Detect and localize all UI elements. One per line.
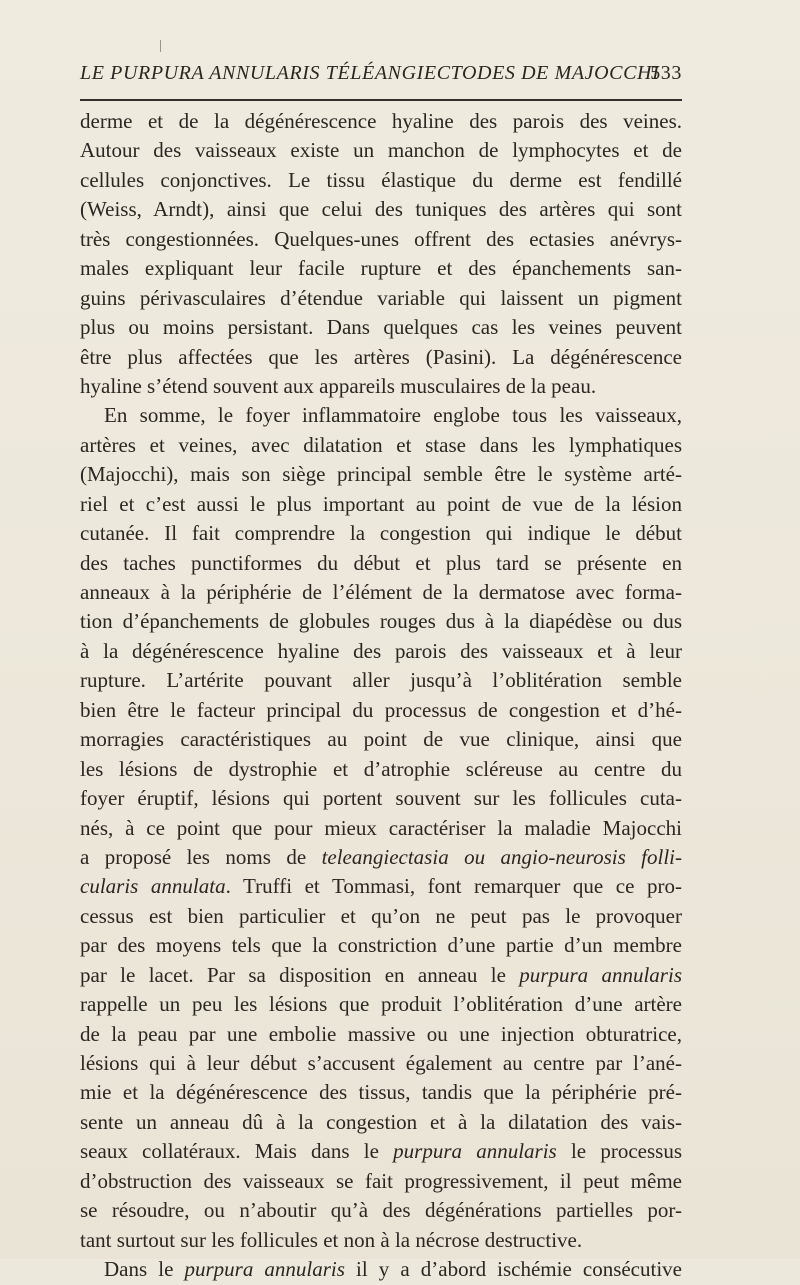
text-segment: cellules conjonctives. Le tissu élastique du derme est fendillé [80,167,682,192]
text-line [80,372,682,401]
italic-text-segment: purpura annularis [519,962,682,987]
italic-text-segment: cularis annulata [80,874,226,899]
text-line [80,1226,682,1255]
text-line [80,637,682,666]
running-title: LE PURPURA ANNULARIS TÉLÉANGIECTODES DE MAJOCCHI [80,62,660,84]
text-line [80,1020,682,1049]
text-segment: Dans le [104,1257,185,1282]
text-line [80,1137,682,1166]
text-segment: bien être le facteur principal du processus de congestion et d’hé- [80,697,682,722]
text-line [80,166,682,195]
text-segment: riel et c’est aussi le plus important au point de vue de la lésion [80,491,682,516]
page-number: 533 [650,62,682,84]
text-segment: il y a d’abord ischémie consécutive [344,1257,682,1282]
text-line [80,431,682,460]
text-line [80,872,682,901]
text-line [80,519,682,548]
text-segment: très congestionnées. Quelques-unes offrent des ectasies anévrys- [80,226,682,251]
text-line [80,107,682,136]
text-line [80,755,682,784]
text-segment: foyer éruptif, lésions qui portent souvent sur les follicules cuta- [80,786,682,811]
text-segment: cessus est bien particulier et qu’on ne peut pas le provoquer [80,903,682,928]
text-line [80,814,682,843]
text-segment: les lésions de dystrophie et d’atrophie scléreuse au centre du [80,756,682,781]
italic-text-segment: purpura annularis [393,1139,557,1164]
text-segment: nés, à ce point que pour mieux caractériser la maladie Majocchi [80,815,682,840]
text-segment: à la dégénérescence hyaline des parois des vaisseaux et à leur [80,638,682,663]
text-line [80,1167,682,1196]
text-line [80,1108,682,1137]
text-line [80,401,682,430]
text-segment: rupture. L’artérite pouvant aller jusqu’à l’oblitération semble [80,668,682,693]
text-segment: hyaline s’étend souvent aux appareils musculaires de la peau. [80,373,597,398]
text-segment: être plus affectées que les artères (Pasini). La dégénérescence [80,344,682,369]
text-segment: . Truffi et Tommasi, font remarquer que ce pro- [225,874,682,899]
text-segment: le processus [556,1139,682,1164]
text-line [80,460,682,489]
text-line [80,549,682,578]
text-segment: par le lacet. Par sa disposition en anneau le [80,962,520,987]
text-line [80,607,682,636]
text-line [80,725,682,754]
text-segment: anneaux à la périphérie de l’élément de la dermatose avec forma- [80,580,682,604]
text-line [80,343,682,372]
text-line [80,136,682,165]
text-segment: d’obstruction des vaisseaux se fait progressivement, il peut même [80,1168,682,1193]
text-line [80,902,682,931]
text-line [80,1196,682,1225]
text-line [80,990,682,1019]
header-rule [80,99,682,101]
italic-text-segment: teleangiectasia ou angio-neurosis folli- [321,844,682,869]
text-segment: (Weiss, Arndt), ainsi que celui des tuniques des artères qui sont [80,197,682,222]
text-segment: sente un anneau dû à la congestion et à la dilatation des vais- [80,1109,682,1134]
text-line [80,254,682,283]
text-segment: cutanée. Il fait comprendre la congestion qui indique le début [80,521,682,546]
text-segment: derme et de la dégénérescence hyaline des parois des veines. [80,109,682,133]
text-line [80,931,682,960]
text-segment: tant surtout sur les follicules et non à la nécrose destructive. [80,1227,583,1252]
text-line [80,490,682,519]
text-line [80,696,682,725]
text-line [80,961,682,990]
text-line [80,843,682,872]
text-line [80,1049,682,1078]
text-segment: rappelle un peu les lésions que produit l’oblitération d’une artère [80,992,682,1017]
text-line [80,225,682,254]
text-line [80,1255,682,1284]
text-line [80,784,682,813]
body-text [80,107,682,1285]
text-segment: lésions qui à leur début s’accusent également au centre par l’ané- [80,1051,682,1075]
margin-mark [160,40,161,52]
text-segment: males expliquant leur facile rupture et des épanchements san- [80,256,682,281]
italic-text-segment: purpura annularis [184,1257,345,1282]
text-segment: mie et la dégénérescence des tissus, tandis que la périphérie pré- [80,1080,682,1105]
text-segment: artères et veines, avec dilatation et stase dans les lymphatiques [80,432,682,457]
text-segment: de la peau par une embolie massive ou une injection obturatrice, [80,1021,682,1046]
text-line [80,1078,682,1107]
text-segment: seaux collatéraux. Mais dans le [80,1139,394,1164]
text-segment: Autour des vaisseaux existe un manchon de lymphocytes et de [80,138,682,163]
text-line [80,195,682,224]
text-line [80,578,682,607]
text-segment: plus ou moins persistant. Dans quelques cas les veines peuvent [80,315,682,340]
running-header [80,62,682,90]
text-line [80,284,682,313]
text-segment: (Majocchi), mais son siège principal semble être le système arté- [80,462,682,487]
text-segment: tion d’épanchements de globules rouges dus à la diapédèse ou dus [80,609,682,634]
text-segment: En somme, le foyer inflammatoire englobe tous les vaisseaux, [104,403,682,428]
text-segment: par des moyens tels que la constriction d’une partie d’un membre [80,933,682,958]
text-segment: se résoudre, ou n’aboutir qu’à des dégénérations partielles por- [80,1198,682,1223]
text-segment: des taches punctiformes du début et plus tard se présente en [80,550,682,575]
text-line [80,666,682,695]
text-segment: a proposé les noms de [80,844,322,869]
text-segment: morragies caractéristiques au point de vue clinique, ainsi que [80,727,682,752]
text-segment: guins périvasculaires d’étendue variable qui laissent un pigment [80,285,682,310]
text-line [80,313,682,342]
